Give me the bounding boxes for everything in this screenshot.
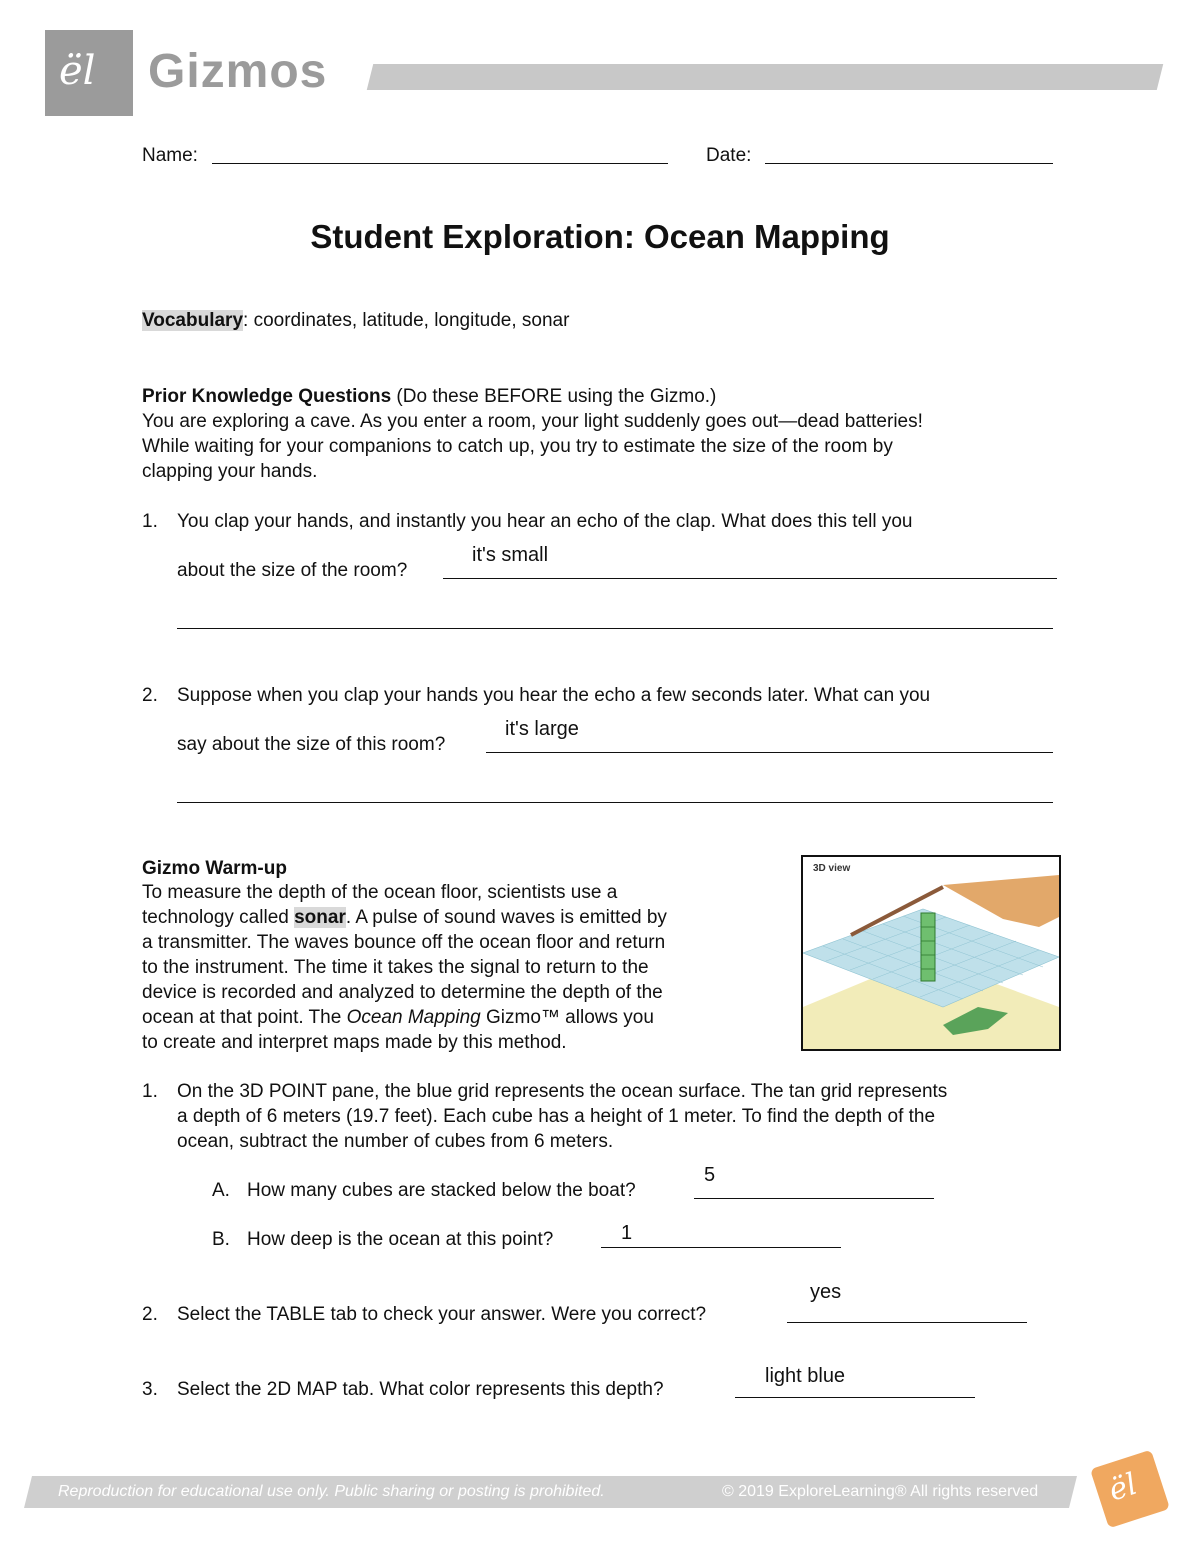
warmup-line-6b: Gizmo™ allows you	[480, 1007, 654, 1028]
footer-reproduction-notice: Reproduction for educational use only. Public sharing or posting is prohibited.	[58, 1483, 605, 1500]
warmup-line-2a: technology called	[142, 907, 295, 928]
warmup-line-2	[142, 905, 667, 930]
warmup-heading: Gizmo Warm-up	[142, 858, 287, 879]
warmup-q3-answer: light blue	[765, 1365, 846, 1387]
warmup-q1-number: 1.	[142, 1081, 158, 1102]
warmup-q1a-answer-line[interactable]	[694, 1198, 934, 1199]
prior-q2-text: Suppose when you clap your hands you hear the echo a few seconds later. What can you	[177, 685, 931, 706]
prior-line-2: While waiting for your companions to catch up, you try to estimate the size of the room by	[142, 436, 893, 457]
figure-label: 3D view	[813, 863, 851, 874]
prior-q2-answer: it's large	[505, 718, 579, 740]
name-field[interactable]	[212, 163, 668, 164]
prior-line-3: clapping your hands.	[142, 461, 318, 482]
warmup-q1b-text: How deep is the ocean at this point?	[247, 1229, 554, 1250]
prior-q1-answer: it's small	[472, 544, 549, 566]
vocabulary-label: Vocabulary	[142, 310, 244, 331]
warmup-q3-number: 3.	[142, 1379, 158, 1400]
vocabulary-terms: : coordinates, latitude, longitude, sonar	[243, 310, 570, 331]
explorelearning-logo	[1090, 1450, 1170, 1529]
warmup-line-7: to create and interpret maps made by this method.	[142, 1032, 567, 1053]
warmup-q3-answer-line[interactable]	[735, 1397, 975, 1398]
warmup-q1a-answer: 5	[704, 1164, 716, 1186]
prior-q2-extra-line[interactable]	[177, 802, 1053, 803]
prior-q1-answer-line[interactable]	[443, 578, 1057, 579]
warmup-q1-line-3: ocean, subtract the number of cubes from 6 meters.	[177, 1131, 614, 1152]
prior-q1-number: 1.	[142, 511, 158, 532]
prior-line-1: You are exploring a cave. As you enter a room, your light suddenly goes out—dead batteries!	[142, 411, 923, 432]
footer-logo-mark: ël	[1104, 1466, 1142, 1509]
prior-q2-answer-line[interactable]	[486, 752, 1053, 753]
sonar-term: sonar	[294, 907, 346, 928]
warmup-q1a-letter: A.	[212, 1180, 230, 1201]
prior-heading-note: (Do these BEFORE using the Gizmo.)	[391, 386, 717, 407]
warmup-q2-text: Select the TABLE tab to check your answer. Were you correct?	[177, 1304, 707, 1325]
brand-name: Gizmos	[148, 45, 328, 98]
page-title: Student Exploration: Ocean Mapping	[310, 218, 890, 255]
footer-copyright: © 2019 ExploreLearning® All rights reserved	[722, 1483, 1039, 1500]
name-label: Name:	[142, 145, 198, 166]
warmup-q1b-letter: B.	[212, 1229, 230, 1250]
warmup-q3-text: Select the 2D MAP tab. What color represents this depth?	[177, 1379, 664, 1400]
prior-q2-text-2: say about the size of this room?	[177, 734, 446, 755]
logo-mark: ël	[59, 48, 96, 94]
prior-q1-text-2: about the size of the room?	[177, 560, 408, 581]
gizmo-name: Ocean Mapping	[346, 1007, 481, 1028]
warmup-q1b-answer-line[interactable]	[601, 1247, 841, 1248]
warmup-line-6	[142, 1005, 654, 1030]
warmup-q2-answer: yes	[810, 1281, 842, 1303]
prior-q2-number: 2.	[142, 685, 158, 706]
date-label: Date:	[706, 145, 752, 166]
warmup-line-2b: . A pulse of sound waves is emitted by	[345, 907, 667, 928]
warmup-q2-number: 2.	[142, 1304, 158, 1325]
warmup-line-1: To measure the depth of the ocean floor, scientists use a	[142, 882, 618, 903]
warmup-line-6a: ocean at that point. The	[142, 1007, 347, 1028]
warmup-q1-line-2: a depth of 6 meters (19.7 feet). Each cube has a height of 1 meter. To find the depth of the	[177, 1106, 936, 1127]
prior-heading-row	[142, 384, 716, 409]
gizmos-logo	[45, 30, 133, 116]
3d-view-figure	[801, 855, 1061, 1051]
warmup-line-3: a transmitter. The waves bounce off the ocean floor and return	[142, 932, 666, 953]
prior-heading: Prior Knowledge Questions	[142, 386, 392, 407]
warmup-q2-answer-line[interactable]	[787, 1322, 1027, 1323]
warmup-line-5: device is recorded and analyzed to determine the depth of the	[142, 982, 663, 1003]
warmup-line-4: to the instrument. The time it takes the signal to return to the	[142, 957, 649, 978]
prior-q1-text: You clap your hands, and instantly you hear an echo of the clap. What does this tell you	[177, 511, 913, 532]
header-bar	[367, 64, 1163, 90]
prior-q1-extra-line[interactable]	[177, 628, 1053, 629]
3d-view-illustration	[803, 857, 1059, 1049]
warmup-q1b-answer: 1	[621, 1222, 633, 1244]
warmup-q1-line-1: On the 3D POINT pane, the blue grid represents the ocean surface. The tan grid represents	[177, 1081, 948, 1102]
warmup-q1a-text: How many cubes are stacked below the boat?	[247, 1180, 636, 1201]
vocabulary	[142, 308, 569, 333]
date-field[interactable]	[765, 163, 1053, 164]
